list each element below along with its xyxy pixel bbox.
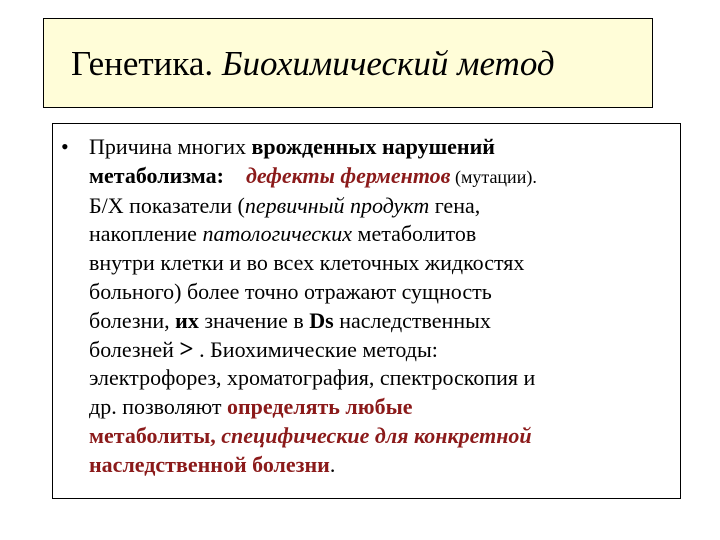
text-emphasis: метаболизма:	[89, 162, 224, 188]
text-line-5: внутри клетки и во всех клеточных жидкостях	[89, 250, 525, 276]
text-segment: наследственных	[333, 307, 491, 333]
text-highlight: метаболиты,	[89, 422, 222, 448]
greater-than-sign: >	[179, 335, 194, 363]
text-line-10	[89, 393, 675, 422]
title-box	[43, 18, 653, 108]
text-emphasis: их	[175, 307, 199, 333]
text-segment: накопление	[89, 221, 203, 247]
bullet-marker: •	[61, 134, 69, 159]
title-method: Биохимический метод	[221, 44, 555, 83]
text-segment: Причина многих	[89, 134, 252, 159]
text-segment: болезней	[89, 336, 180, 362]
slide-title	[71, 44, 555, 84]
text-segment: Б/Х показатели (	[89, 192, 245, 218]
text-segment: др. позволяют	[89, 394, 227, 420]
text-highlight: дефекты ферментов	[245, 162, 451, 188]
text-line-9: электрофорез, хроматография, спектроскопия и	[89, 365, 536, 391]
text-highlight: определять любые	[226, 394, 413, 420]
text-segment: значение в	[198, 307, 310, 333]
text-line-1	[89, 133, 675, 162]
text-line-12	[89, 451, 675, 480]
text-line-2	[89, 162, 675, 192]
text-line-6: больного) более точно отражают сущность	[89, 278, 492, 304]
title-prefix: Генетика.	[71, 44, 222, 83]
text-segment: болезни,	[89, 307, 176, 333]
bullet-text	[89, 133, 675, 480]
text-segment: . Биохимические методы:	[193, 336, 438, 362]
text-highlight: специфические для конкретной	[221, 422, 532, 448]
text-line-3	[89, 192, 675, 221]
text-segment: (мутации).	[450, 166, 537, 187]
text-segment: гена,	[429, 192, 481, 218]
text-highlight: наследственной болезни	[89, 451, 330, 477]
text-segment: .	[329, 451, 336, 477]
text-emphasis: врожденных нарушений	[251, 134, 495, 159]
text-line-8	[89, 336, 675, 365]
text-line-11	[89, 422, 675, 451]
text-italic: первичный продукт	[244, 192, 430, 218]
content-box	[52, 123, 681, 499]
text-emphasis: Ds	[309, 307, 334, 333]
text-italic: патологических	[202, 221, 353, 247]
text-line-4	[89, 220, 675, 249]
text-line-7	[89, 307, 675, 336]
text-segment: метаболитов	[352, 221, 477, 247]
